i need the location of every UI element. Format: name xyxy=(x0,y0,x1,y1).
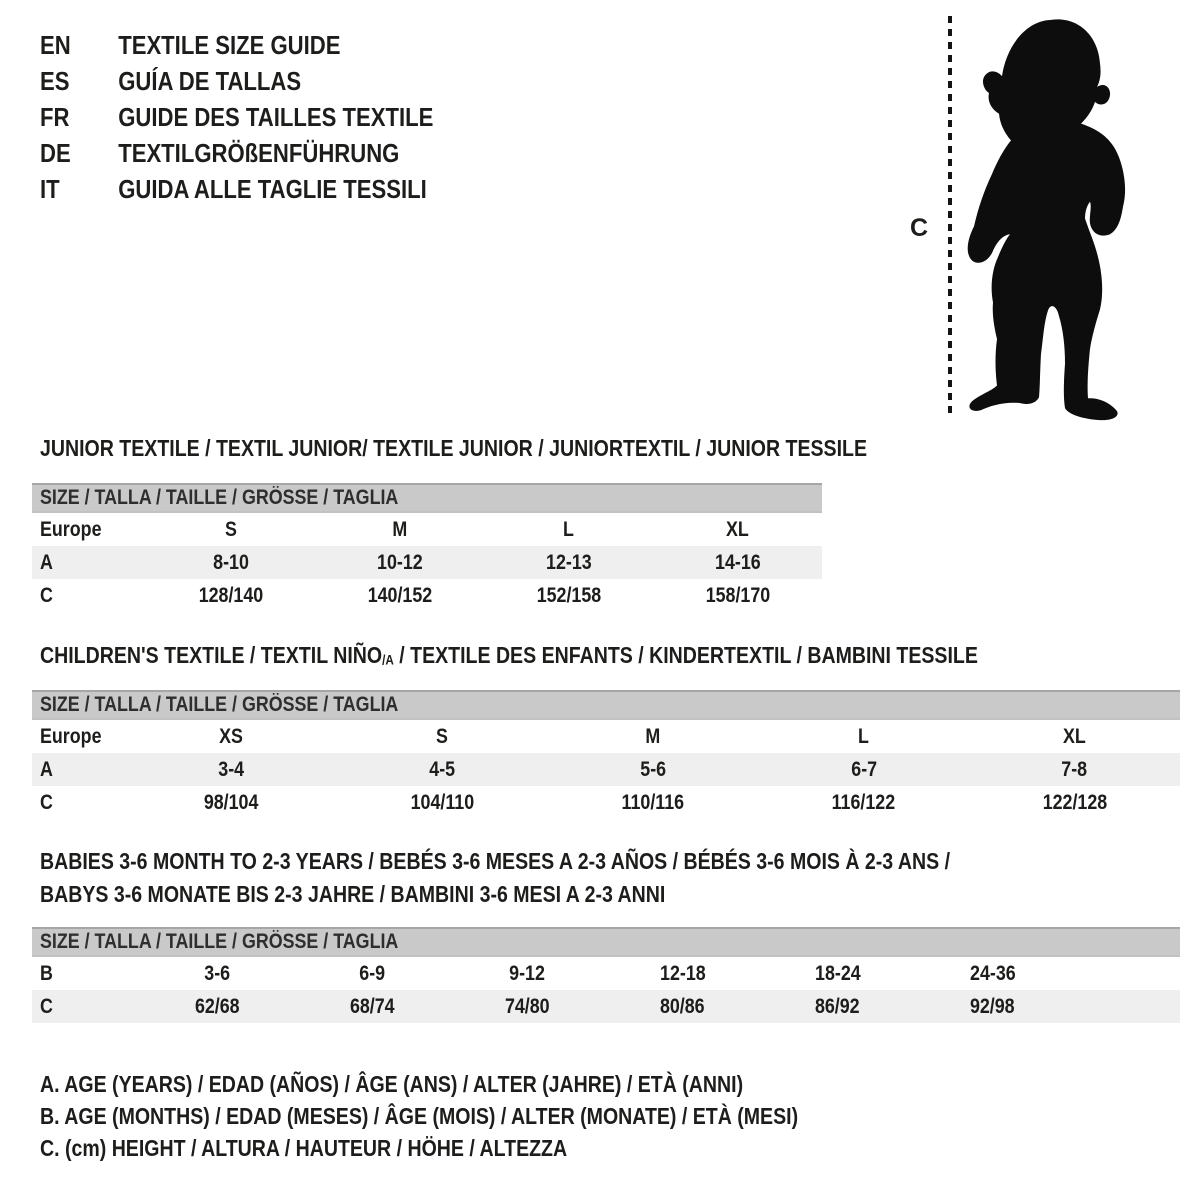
junior-section-title xyxy=(40,436,1013,460)
table-cell: 152/158 xyxy=(536,583,602,607)
row-label: C xyxy=(40,583,53,607)
language-row xyxy=(40,27,503,63)
guide-title: GUÍA DE TALLAS xyxy=(118,66,302,96)
babies-size-table xyxy=(32,927,1180,1023)
language-row xyxy=(40,135,503,171)
table-cell: 12-13 xyxy=(546,550,592,574)
table-row-europe xyxy=(32,720,1180,753)
section-title-text: BABYS 3-6 MONATE BIS 2-3 JAHRE / BAMBINI 3-6 MESI A 2-3 ANNI xyxy=(40,881,666,907)
row-label: A xyxy=(40,550,53,574)
language-code: FR xyxy=(40,102,70,132)
guide-title: GUIDA ALLE TAGLIE TESSILI xyxy=(118,174,427,204)
table-cell: XS xyxy=(219,724,244,748)
table-cell: 8-10 xyxy=(213,550,250,574)
table-cell: 92/98 xyxy=(970,994,1015,1018)
table-cell: L xyxy=(858,724,870,748)
table-cell: 9-12 xyxy=(509,961,546,985)
row-label: Europe xyxy=(40,517,102,541)
table-cell: 4-5 xyxy=(429,757,456,781)
table-row-europe xyxy=(32,513,822,546)
table-cell: 68/74 xyxy=(350,994,395,1018)
table-cell: 5-6 xyxy=(640,757,666,781)
table-cell: 10-12 xyxy=(377,550,423,574)
size-table-header xyxy=(32,927,1180,957)
row-label: C xyxy=(40,994,53,1018)
section-title-text: JUNIOR TEXTILE / TEXTIL JUNIOR/ TEXTILE JUNIOR / JUNIORTEXTIL / JUNIOR TESSILE xyxy=(40,435,868,461)
table-cell: 3-6 xyxy=(204,961,231,985)
table-cell: 14-16 xyxy=(714,550,761,574)
note-age-years: A. AGE (YEARS) / EDAD (AÑOS) / ÂGE (ANS) / ALTER (JAHRE) / ETÀ (ANNI) xyxy=(40,1071,744,1097)
table-row-height xyxy=(32,579,822,612)
section-title-text: BABIES 3-6 MONTH TO 2-3 YEARS / BEBÉS 3-6 MESES A 2-3 AÑOS / BÉBÉS 3-6 MOIS À 2-3 ANS / xyxy=(40,848,951,874)
table-cell: 6-7 xyxy=(850,757,877,781)
table-cell: 122/128 xyxy=(1042,790,1107,814)
table-cell: 86/92 xyxy=(815,994,860,1018)
table-cell: 12-18 xyxy=(659,961,706,985)
table-cell: 104/110 xyxy=(410,790,474,814)
row-label: C xyxy=(40,790,53,814)
table-cell: 62/68 xyxy=(195,994,240,1018)
babies-section-title-line2 xyxy=(40,882,776,906)
size-header-text: SIZE / TALLA / TAILLE / GRÖSSE / TAGLIA xyxy=(40,693,399,716)
table-cell: M xyxy=(645,724,661,748)
guide-title: TEXTILGRÖßENFÜHRUNG xyxy=(118,138,400,168)
language-row xyxy=(40,171,503,207)
guide-title: GUIDE DES TAILLES TEXTILE xyxy=(118,102,434,132)
size-header-text: SIZE / TALLA / TAILLE / GRÖSSE / TAGLIA xyxy=(40,486,399,509)
size-table-header xyxy=(32,483,822,513)
table-cell: XL xyxy=(1063,724,1087,748)
language-code: IT xyxy=(40,174,60,204)
table-cell: M xyxy=(392,517,408,541)
table-cell: 158/170 xyxy=(705,583,770,607)
title-subscript: /A xyxy=(382,652,394,668)
children-section-title xyxy=(40,643,1143,672)
table-cell: 98/104 xyxy=(204,790,259,814)
table-row-months xyxy=(32,957,1180,990)
table-row-height xyxy=(32,786,1180,819)
language-code: EN xyxy=(40,30,71,60)
table-cell: L xyxy=(563,517,575,541)
table-cell: 74/80 xyxy=(505,994,550,1018)
toddler-silhouette-icon xyxy=(951,8,1171,423)
table-cell: 80/86 xyxy=(660,994,705,1018)
table-cell: 18-24 xyxy=(814,961,861,985)
table-cell: S xyxy=(225,517,238,541)
junior-size-table xyxy=(32,483,822,612)
language-row xyxy=(40,99,503,135)
row-label: B xyxy=(40,961,53,985)
children-size-table xyxy=(32,690,1180,819)
table-cell: S xyxy=(436,724,449,748)
height-label-c: C xyxy=(910,214,929,242)
table-cell: 140/152 xyxy=(367,583,433,607)
babies-section-title-line1 xyxy=(40,849,1111,873)
table-cell: 24-36 xyxy=(969,961,1016,985)
table-cell: 116/122 xyxy=(832,790,896,814)
table-cell: 6-9 xyxy=(359,961,386,985)
language-header xyxy=(40,27,503,207)
row-label: Europe xyxy=(40,724,102,748)
section-title-text: CHILDREN'S TEXTILE / TEXTIL NIÑO/A / TEXTILE DES ENFANTS / KINDERTEXTIL / BAMBINI TESSILE xyxy=(40,642,978,668)
table-cell: 110/116 xyxy=(621,790,685,814)
table-row-age xyxy=(32,546,822,579)
table-cell: 7-8 xyxy=(1061,757,1088,781)
row-label: A xyxy=(40,757,53,781)
table-row-age xyxy=(32,753,1180,786)
language-code: DE xyxy=(40,138,71,168)
note-age-months: B. AGE (MONTHS) / EDAD (MESES) / ÂGE (MOIS) / ALTER (MONATE) / ETÀ (MESI) xyxy=(40,1103,799,1129)
guide-title: TEXTILE SIZE GUIDE xyxy=(118,30,341,60)
size-table-header xyxy=(32,690,1180,720)
table-cell: 128/140 xyxy=(199,583,264,607)
language-row xyxy=(40,63,503,99)
size-header-text: SIZE / TALLA / TAILLE / GRÖSSE / TAGLIA xyxy=(40,930,399,953)
table-cell: XL xyxy=(726,517,750,541)
table-row-height xyxy=(32,990,1180,1023)
language-code: ES xyxy=(40,66,70,96)
table-cell: 3-4 xyxy=(218,757,245,781)
note-height-cm: C. (cm) HEIGHT / ALTURA / HAUTEUR / HÖHE / ALTEZZA xyxy=(40,1135,568,1161)
